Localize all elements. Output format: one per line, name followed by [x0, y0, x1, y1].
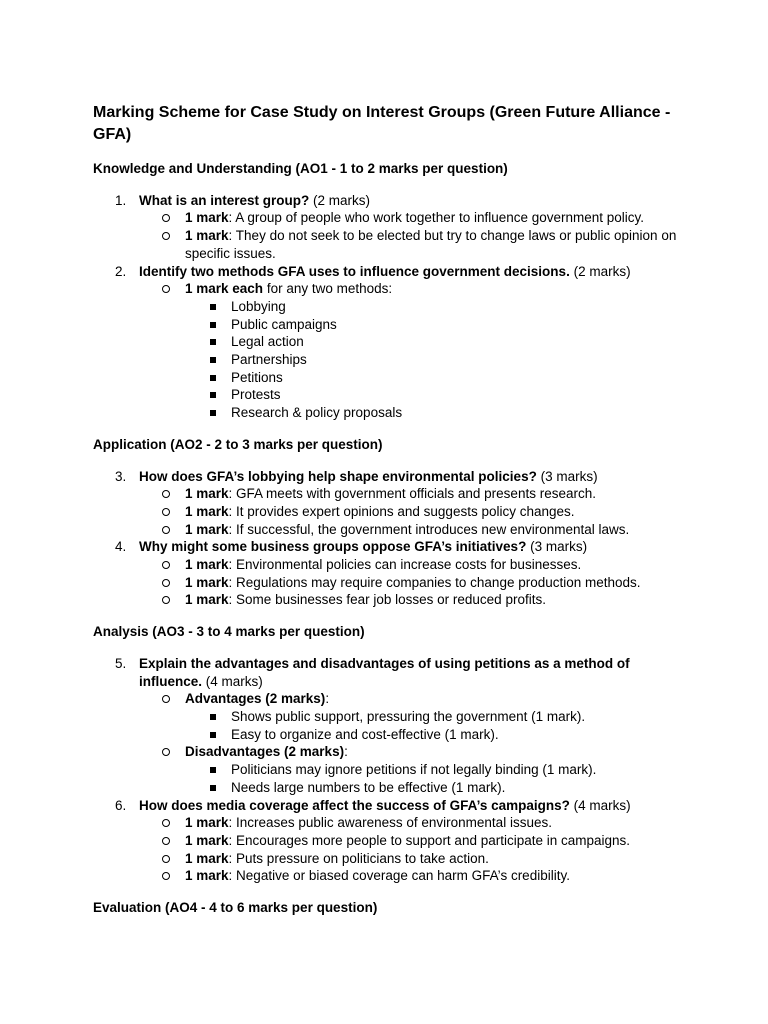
question-title: How does GFA’s lobbying help shape environmental policies? — [139, 468, 537, 484]
question-1 — [93, 192, 693, 263]
mark-lead: 1 mark — [185, 210, 229, 226]
method-item — [185, 386, 693, 404]
mark-point — [139, 227, 693, 262]
mark-point — [139, 521, 693, 539]
method-label: Research & policy proposals — [231, 405, 403, 421]
square-bullet-icon — [210, 714, 216, 720]
disadvantages-list — [185, 761, 693, 796]
square-bullet-icon — [210, 392, 216, 398]
mark-points — [139, 814, 693, 885]
mark-text: : Increases public awareness of environmental issues. — [228, 815, 552, 831]
hollow-bullet-icon — [162, 232, 170, 240]
question-3 — [93, 468, 693, 539]
question-6 — [93, 797, 693, 886]
mark-text: : Negative or biased coverage can harm GFA’s credibility. — [228, 868, 570, 884]
disadvantage-text: Politicians may ignore petitions if not legally binding (1 mark). — [231, 762, 597, 778]
mark-lead: 1 mark each — [185, 281, 264, 297]
square-bullet-icon — [210, 785, 216, 791]
square-bullet-icon — [210, 357, 216, 363]
hollow-bullet-icon — [162, 526, 170, 534]
question-4 — [93, 538, 693, 609]
advantage-item — [185, 708, 693, 726]
square-bullet-icon — [210, 767, 216, 773]
mark-lead: 1 mark — [185, 868, 229, 884]
method-item — [185, 316, 693, 334]
mark-points — [139, 485, 693, 538]
question-marks: (4 marks) — [202, 673, 263, 689]
question-marks: (4 marks) — [569, 797, 631, 813]
hollow-bullet-icon — [162, 579, 170, 587]
question-title: How does media coverage affect the success of GFA’s campaigns? — [139, 797, 570, 813]
question-title: Why might some business groups oppose GFA’s initiatives? — [139, 539, 527, 555]
question-marks: (2 marks) — [309, 192, 371, 208]
mark-lead: 1 mark — [185, 486, 229, 502]
hollow-bullet-icon — [162, 508, 170, 516]
disadvantages-label: Disadvantages (2 marks) — [185, 744, 345, 760]
question-number: 2. — [115, 263, 127, 279]
question-number: 5. — [115, 655, 127, 671]
hollow-bullet-icon — [162, 837, 170, 845]
question-number: 3. — [115, 468, 127, 484]
hollow-bullet-icon — [162, 819, 170, 827]
methods-list — [185, 298, 693, 422]
hollow-bullet-icon — [162, 872, 170, 880]
method-item — [185, 298, 693, 316]
advantages-colon: : — [325, 691, 330, 707]
mark-text: : Some businesses fear job losses or reduced profits. — [228, 592, 546, 608]
mark-text: : A group of people who work together to influence government policy. — [228, 210, 645, 226]
question-marks: (2 marks) — [569, 263, 631, 279]
hollow-bullet-icon — [162, 596, 170, 604]
mark-point — [139, 209, 693, 227]
advantage-item — [185, 726, 693, 744]
section-heading-ao3: Analysis (AO3 - 3 to 4 marks per question) — [93, 624, 365, 640]
mark-points — [139, 280, 693, 422]
square-bullet-icon — [210, 732, 216, 738]
mark-lead: 1 mark — [185, 557, 229, 573]
question-number: 1. — [115, 192, 127, 208]
mark-text: : Encourages more people to support and participate in campaigns. — [228, 832, 631, 848]
square-bullet-icon — [210, 339, 216, 345]
mark-lead: 1 mark — [185, 592, 229, 608]
method-label: Petitions — [231, 369, 283, 385]
section-heading-ao1: Knowledge and Understanding (AO1 - 1 to 2 marks per question) — [93, 161, 508, 176]
document-title: Marking Scheme for Case Study on Interest Groups (Green Future Alliance - GFA) — [93, 104, 671, 143]
question-title: Identify two methods GFA uses to influence government decisions. — [139, 263, 570, 279]
method-label: Legal action — [231, 334, 304, 350]
mark-lead: 1 mark — [185, 850, 229, 866]
hollow-bullet-icon — [162, 855, 170, 863]
method-item — [185, 351, 693, 369]
mark-point — [139, 556, 693, 574]
method-item — [185, 369, 693, 387]
advantage-text: Easy to organize and cost-effective (1 mark). — [231, 726, 499, 742]
mark-lead: 1 mark — [185, 832, 229, 848]
mark-lead: 1 mark — [185, 521, 229, 537]
method-label: Lobbying — [231, 298, 286, 314]
question-title: Explain the advantages and disadvantages of using petitions as a method of influence. — [139, 655, 630, 689]
question-title: What is an interest group? — [139, 192, 310, 208]
mark-text: : Puts pressure on politicians to take action. — [228, 850, 489, 866]
mark-lead: 1 mark — [185, 228, 229, 244]
method-label: Protests — [231, 387, 281, 403]
square-bullet-icon — [210, 304, 216, 310]
mark-lead: 1 mark — [185, 503, 229, 519]
disadvantages-group — [139, 743, 693, 796]
advantages-group — [139, 690, 693, 743]
question-marks: (3 marks) — [526, 539, 588, 555]
hollow-bullet-icon — [162, 695, 170, 703]
mark-text: : It provides expert opinions and suggests policy changes. — [228, 503, 575, 519]
mark-lead: 1 mark — [185, 815, 229, 831]
square-bullet-icon — [210, 375, 216, 381]
mark-lead: 1 mark — [185, 574, 229, 590]
mark-text: for any two methods: — [263, 281, 393, 297]
advantages-label: Advantages (2 marks) — [185, 691, 326, 707]
mark-point — [139, 280, 693, 422]
mark-text: : If successful, the government introduces new environmental laws. — [228, 521, 630, 537]
mark-point — [139, 814, 693, 832]
mark-point — [139, 867, 693, 885]
square-bullet-icon — [210, 410, 216, 416]
disadvantage-item — [185, 779, 693, 797]
method-item — [185, 404, 693, 422]
mark-point — [139, 591, 693, 609]
hollow-bullet-icon — [162, 561, 170, 569]
hollow-bullet-icon — [162, 214, 170, 222]
mark-text: : Regulations may require companies to change production methods. — [228, 574, 641, 590]
question-2 — [93, 263, 693, 422]
method-label: Public campaigns — [231, 316, 337, 332]
mark-point — [139, 850, 693, 868]
mark-points — [139, 690, 693, 796]
hollow-bullet-icon — [162, 490, 170, 498]
advantages-list — [185, 708, 693, 743]
question-marks: (3 marks) — [536, 468, 598, 484]
document-page — [93, 102, 693, 917]
mark-point — [139, 503, 693, 521]
hollow-bullet-icon — [162, 285, 170, 293]
method-label: Partnerships — [231, 352, 307, 368]
section-heading-ao4: Evaluation (AO4 - 4 to 6 marks per question) — [93, 900, 378, 916]
hollow-bullet-icon — [162, 748, 170, 756]
advantage-text: Shows public support, pressuring the government (1 mark). — [231, 708, 586, 724]
question-number: 4. — [115, 539, 127, 555]
mark-text: : GFA meets with government officials and presents research. — [228, 486, 596, 502]
question-5 — [93, 655, 693, 797]
question-list-ao1 — [93, 192, 693, 422]
mark-text: : Environmental policies can increase costs for businesses. — [228, 557, 582, 573]
disadvantage-item — [185, 761, 693, 779]
question-list-ao3 — [93, 655, 693, 885]
mark-points — [139, 556, 693, 609]
mark-point — [139, 574, 693, 592]
mark-points — [139, 209, 693, 262]
disadvantages-colon: : — [344, 744, 348, 760]
mark-point — [139, 832, 693, 850]
disadvantage-text: Needs large numbers to be effective (1 mark). — [231, 779, 506, 795]
mark-point — [139, 485, 693, 503]
square-bullet-icon — [210, 322, 216, 328]
mark-text: : They do not seek to be elected but try to change laws or public opinion on specific issues. — [185, 228, 677, 261]
question-number: 6. — [115, 797, 127, 813]
question-list-ao2 — [93, 468, 693, 610]
method-item — [185, 333, 693, 351]
section-heading-ao2: Application (AO2 - 2 to 3 marks per question) — [93, 436, 383, 452]
